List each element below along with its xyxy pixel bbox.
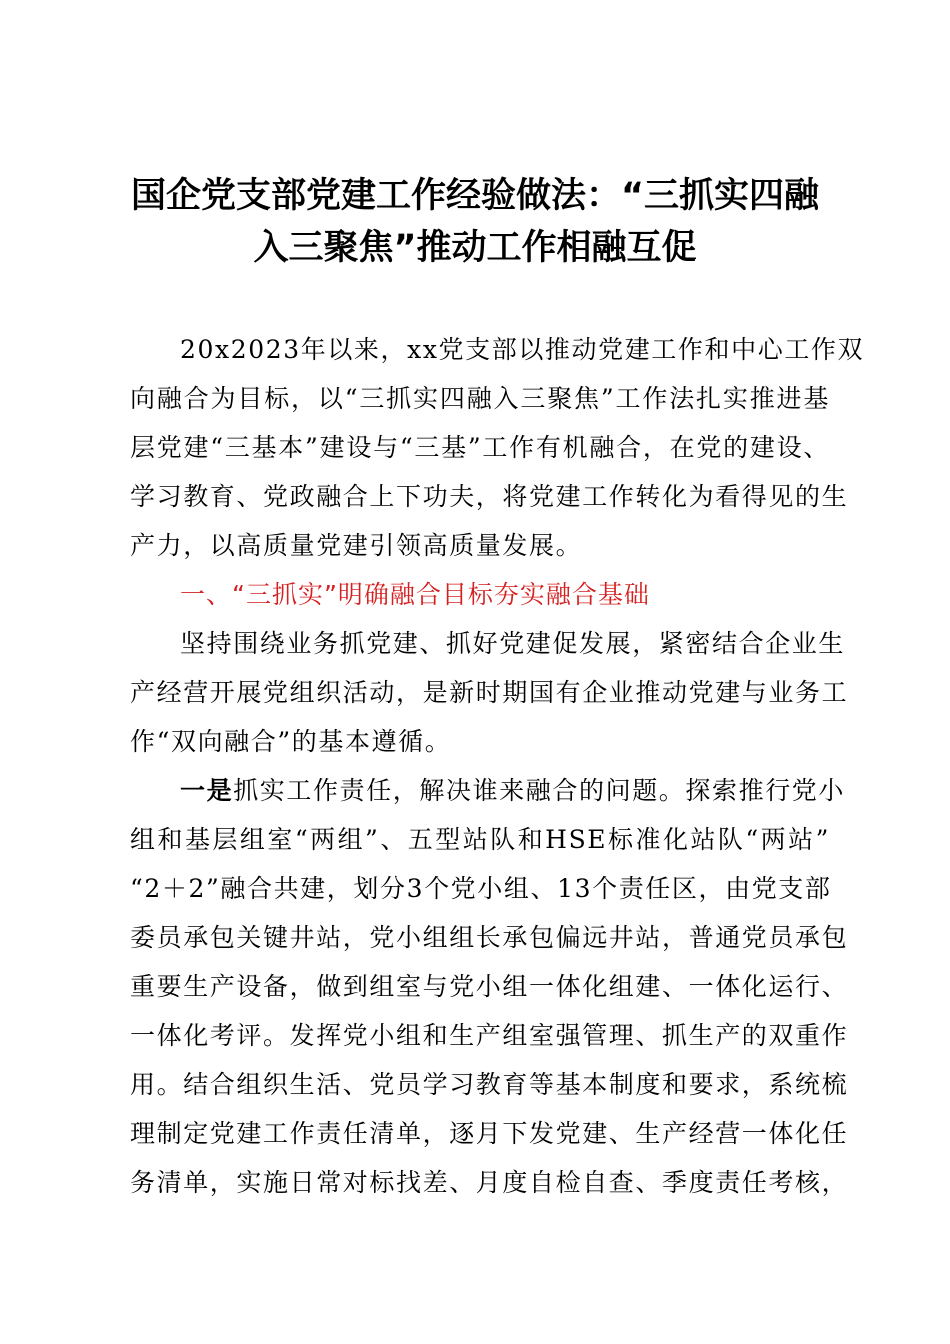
- point1-line-7: 用。结合组织生活、党员学习教育等基本制度和要求，系统梳: [130, 1070, 849, 1099]
- document-title: [120, 170, 830, 274]
- intro-line-1: 20x2023年以来，xx党支部以推动党建工作和中心工作双: [180, 335, 865, 364]
- point1-line-5: 重要生产设备，做到组室与党小组一体化组建、一体化运行、: [130, 972, 849, 1001]
- section1-line-2: 产经营开展党组织活动，是新时期国有企业推动党建与业务工: [130, 678, 849, 707]
- point1-lead: 一是: [180, 776, 234, 805]
- point1-line-3: “2＋2”融合共建，划分3个党小组、13个责任区，由党支部: [130, 874, 832, 903]
- point1-first-rest: 抓实工作责任，解决谁来融合的问题。探索推行党小: [233, 776, 846, 805]
- point1-line-1: [130, 766, 846, 815]
- section1-line-1: 坚持围绕业务抓党建、抓好党建促发展，紧密结合企业生: [180, 629, 846, 658]
- title-line-2: 入三聚焦”推动工作相融互促: [253, 228, 697, 268]
- intro-line-3: 层党建“三基本”建设与“三基”工作有机融合，在党的建设、: [130, 433, 830, 462]
- section-heading-1: 一、“三抓实”明确融合目标夯实融合基础: [180, 580, 650, 609]
- point1-line-8: 理制定党建工作责任清单，逐月下发党建、生产经营一体化任: [130, 1119, 849, 1148]
- document-body: [130, 325, 865, 1207]
- point1-line-6: 一体化考评。发挥党小组和生产组室强管理、抓生产的双重作: [130, 1021, 849, 1050]
- intro-line-4: 学习教育、党政融合上下功夫，将党建工作转化为看得见的生: [130, 482, 849, 511]
- point1-line-2: 组和基层组室“两组”、五型站队和HSE标准化站队“两站”: [130, 825, 830, 854]
- intro-line-2: 向融合为目标，以“三抓实四融入三聚焦”工作法扎实推进基: [130, 384, 830, 413]
- point1-line-4: 委员承包关键井站，党小组组长承包偏远井站，普通党员承包: [130, 923, 849, 952]
- title-line-1: 国企党支部党建工作经验做法：“三抓实四融: [130, 176, 819, 216]
- point1-line-9: 务清单，实施日常对标找差、月度自检自查、季度责任考核，: [130, 1168, 849, 1197]
- section1-line-3: 作“双向融合”的基本遵循。: [130, 727, 452, 756]
- intro-line-5: 产力，以高质量党建引领高质量发展。: [130, 531, 583, 560]
